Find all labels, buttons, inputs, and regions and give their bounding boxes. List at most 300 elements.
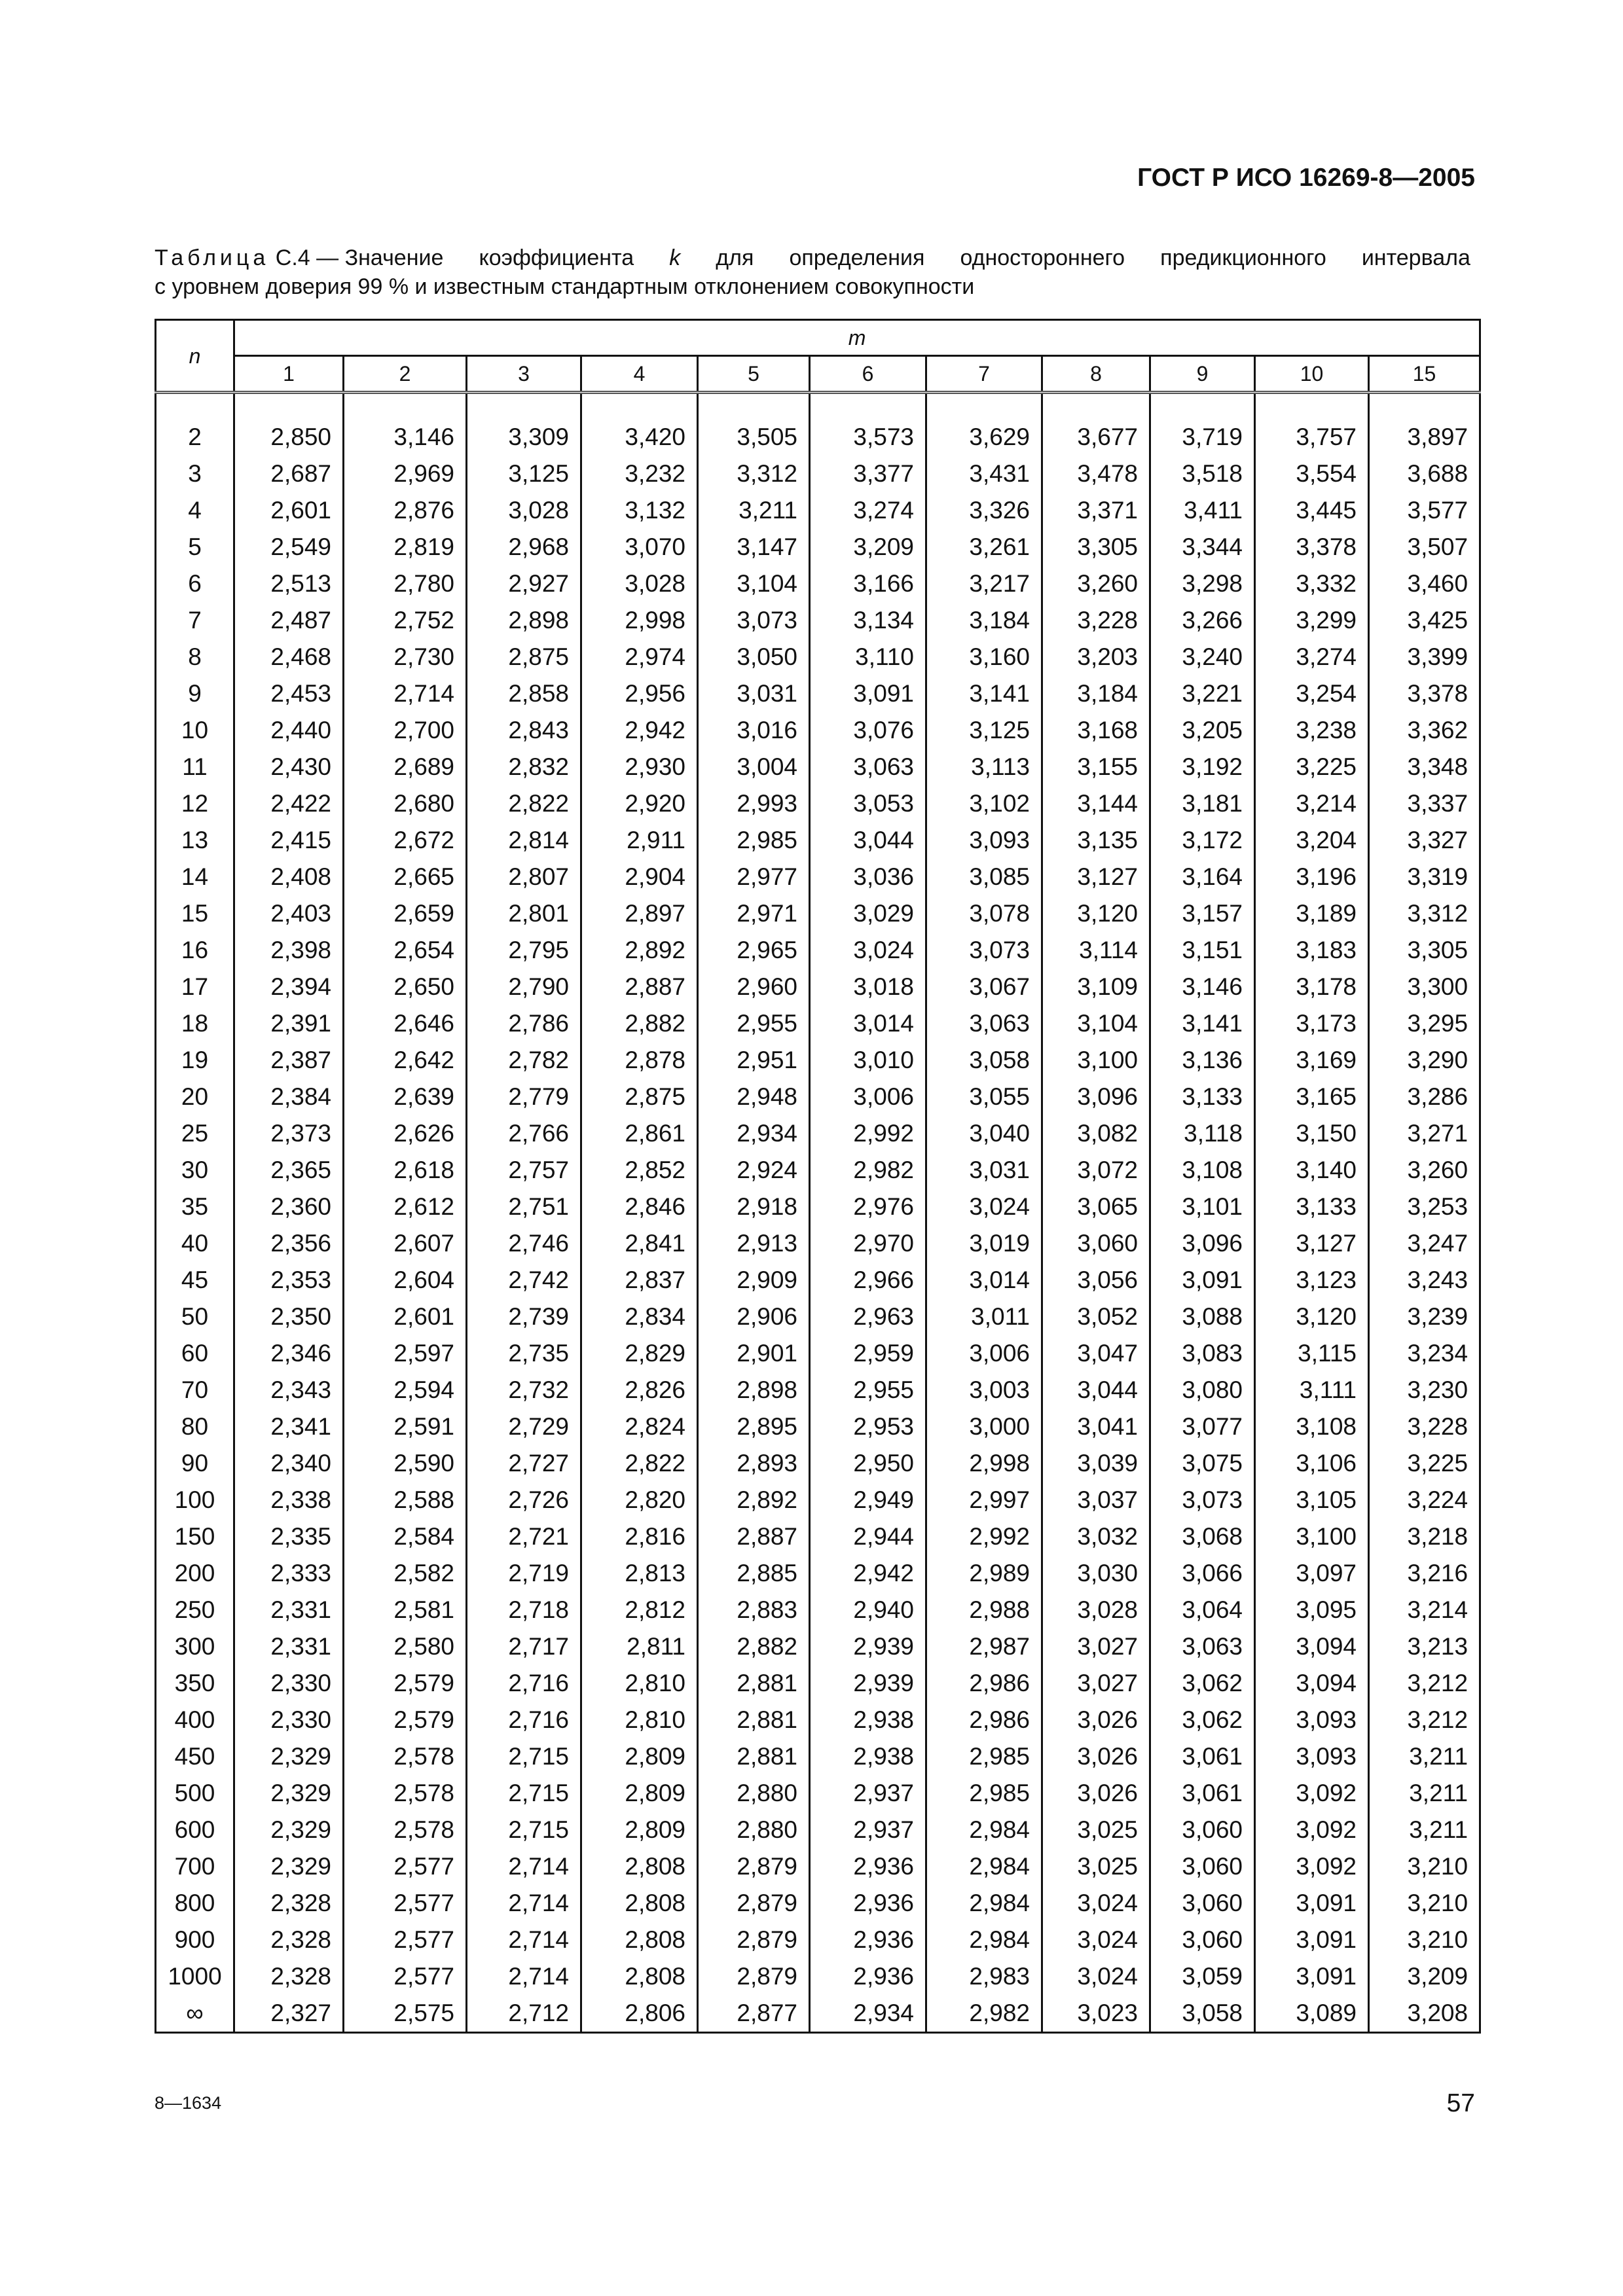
k-value-cell: 2,974 (581, 639, 698, 675)
k-value-cell: 2,549 (234, 529, 344, 565)
k-value-cell: 2,672 (344, 822, 467, 859)
caption-word-k: k (669, 245, 681, 270)
k-value-cell: 3,093 (926, 822, 1042, 859)
k-value-cell: 2,790 (467, 969, 581, 1005)
k-value-cell: 3,082 (1042, 1115, 1150, 1152)
k-value-cell: 3,319 (1369, 859, 1480, 895)
n-value-cell: 8 (156, 639, 234, 675)
k-value-cell: 2,742 (467, 1262, 581, 1299)
n-value-cell: 20 (156, 1079, 234, 1115)
k-value-cell: 3,109 (1042, 969, 1150, 1005)
k-value-cell: 3,080 (1150, 1372, 1255, 1408)
k-value-cell: 2,948 (698, 1079, 810, 1115)
k-value-cell: 2,578 (344, 1775, 467, 1812)
k-value-cell: 2,913 (698, 1225, 810, 1262)
k-value-cell: 2,779 (467, 1079, 581, 1115)
k-value-cell: 3,172 (1150, 822, 1255, 859)
n-column-header: n (156, 320, 234, 393)
k-value-cell: 3,118 (1150, 1115, 1255, 1152)
table-row (156, 1115, 1480, 1152)
k-value-cell: 3,371 (1042, 492, 1150, 529)
k-value-cell: 3,253 (1369, 1189, 1480, 1225)
k-value-cell: 3,425 (1369, 602, 1480, 639)
m-group-header: m (234, 320, 1480, 356)
k-value-cell: 3,058 (1150, 1995, 1255, 2033)
k-value-cell: 3,247 (1369, 1225, 1480, 1262)
k-value-cell: 2,604 (344, 1262, 467, 1299)
k-value-cell: 3,073 (698, 602, 810, 639)
k-value-cell: 2,939 (810, 1665, 926, 1702)
k-value-cell: 2,808 (581, 1848, 698, 1885)
k-value-cell: 2,715 (467, 1775, 581, 1812)
k-value-cell: 3,060 (1150, 1885, 1255, 1922)
k-value-cell: 3,125 (926, 712, 1042, 749)
k-value-cell: 2,430 (234, 749, 344, 785)
k-value-cell: 3,224 (1369, 1482, 1480, 1518)
table-row (156, 1152, 1480, 1189)
k-value-cell: 3,010 (810, 1042, 926, 1079)
k-value-cell: 3,298 (1150, 565, 1255, 602)
table-body (156, 393, 1480, 2033)
k-value-cell: 2,956 (581, 675, 698, 712)
n-value-cell: 10 (156, 712, 234, 749)
k-value-cell: 2,780 (344, 565, 467, 602)
k-value-cell: 2,918 (698, 1189, 810, 1225)
table-row (156, 895, 1480, 932)
k-value-cell: 3,420 (581, 419, 698, 456)
k-value-cell: 3,031 (926, 1152, 1042, 1189)
n-value-cell: 50 (156, 1299, 234, 1335)
k-value-cell: 3,077 (1150, 1408, 1255, 1445)
k-value-cell: 3,411 (1150, 492, 1255, 529)
k-value-cell: 2,579 (344, 1702, 467, 1738)
k-value-cell: 2,982 (926, 1995, 1042, 2033)
k-value-cell: 2,331 (234, 1592, 344, 1628)
k-value-cell: 2,936 (810, 1958, 926, 1995)
k-value-cell: 3,211 (1369, 1738, 1480, 1775)
k-value-cell: 2,806 (581, 1995, 698, 2033)
k-value-cell: 2,338 (234, 1482, 344, 1518)
m-column-header: 8 (1042, 356, 1150, 393)
n-value-cell: 13 (156, 822, 234, 859)
k-value-cell: 2,877 (698, 1995, 810, 2033)
k-value-cell: 3,210 (1369, 1922, 1480, 1958)
k-value-cell: 2,712 (467, 1995, 581, 2033)
k-value-cell: 2,875 (467, 639, 581, 675)
k-value-cell: 2,937 (810, 1775, 926, 1812)
k-value-cell: 3,344 (1150, 529, 1255, 565)
table-row (156, 1628, 1480, 1665)
k-value-cell: 2,601 (234, 492, 344, 529)
k-value-cell: 2,988 (926, 1592, 1042, 1628)
k-value-cell: 3,274 (810, 492, 926, 529)
k-value-cell: 3,232 (581, 456, 698, 492)
k-value-cell: 2,985 (926, 1738, 1042, 1775)
k-value-cell: 3,184 (926, 602, 1042, 639)
k-value-cell: 3,260 (1369, 1152, 1480, 1189)
table-row (156, 712, 1480, 749)
k-value-cell: 3,719 (1150, 419, 1255, 456)
k-value-cell: 2,808 (581, 1958, 698, 1995)
k-value-cell: 2,330 (234, 1702, 344, 1738)
k-value-cell: 3,050 (698, 639, 810, 675)
k-value-cell: 2,881 (698, 1738, 810, 1775)
table-row (156, 1885, 1480, 1922)
k-value-cell: 3,146 (1150, 969, 1255, 1005)
table-row (156, 1482, 1480, 1518)
n-value-cell: 800 (156, 1885, 234, 1922)
n-value-cell: 500 (156, 1775, 234, 1812)
k-value-cell: 2,955 (698, 1005, 810, 1042)
k-value-cell: 3,026 (1042, 1775, 1150, 1812)
k-value-cell: 3,216 (1369, 1555, 1480, 1592)
k-value-cell: 2,341 (234, 1408, 344, 1445)
k-value-cell: 3,018 (810, 969, 926, 1005)
table-row (156, 1922, 1480, 1958)
k-value-cell: 2,346 (234, 1335, 344, 1372)
k-value-cell: 2,575 (344, 1995, 467, 2033)
k-value-cell: 2,819 (344, 529, 467, 565)
k-value-cell: 3,023 (1042, 1995, 1150, 2033)
k-value-cell: 3,757 (1255, 419, 1369, 456)
k-value-cell: 2,985 (698, 822, 810, 859)
k-value-cell: 2,687 (234, 456, 344, 492)
k-value-cell: 3,141 (926, 675, 1042, 712)
k-value-cell: 3,006 (810, 1079, 926, 1115)
k-value-cell: 3,217 (926, 565, 1042, 602)
k-value-cell: 3,300 (1369, 969, 1480, 1005)
caption-word: определения (789, 245, 925, 270)
k-value-cell: 3,062 (1150, 1665, 1255, 1702)
k-value-cell: 3,091 (1255, 1958, 1369, 1995)
table-row (156, 1995, 1480, 2033)
k-value-cell: 3,445 (1255, 492, 1369, 529)
k-value-cell: 3,240 (1150, 639, 1255, 675)
k-value-cell: 3,052 (1042, 1299, 1150, 1335)
k-value-cell: 2,832 (467, 749, 581, 785)
k-value-cell: 2,879 (698, 1958, 810, 1995)
k-value-cell: 3,254 (1255, 675, 1369, 712)
k-value-cell: 3,221 (1150, 675, 1255, 712)
k-value-cell: 2,353 (234, 1262, 344, 1299)
k-value-cell: 3,181 (1150, 785, 1255, 822)
k-value-cell: 3,016 (698, 712, 810, 749)
k-value-cell: 2,732 (467, 1372, 581, 1408)
k-value-cell: 2,934 (698, 1115, 810, 1152)
k-value-cell: 3,091 (1150, 1262, 1255, 1299)
n-value-cell: 18 (156, 1005, 234, 1042)
k-value-cell: 3,274 (1255, 639, 1369, 675)
k-value-cell: 2,934 (810, 1995, 926, 2033)
table-row (156, 456, 1480, 492)
k-value-cell: 2,879 (698, 1922, 810, 1958)
k-value-cell: 3,554 (1255, 456, 1369, 492)
table-row (156, 1335, 1480, 1372)
k-value-cell: 3,378 (1369, 675, 1480, 712)
k-value-cell: 3,260 (1042, 565, 1150, 602)
k-value-cell: 2,607 (344, 1225, 467, 1262)
table-row (156, 1408, 1480, 1445)
k-value-cell: 3,094 (1255, 1628, 1369, 1665)
k-value-cell: 2,680 (344, 785, 467, 822)
k-value-cell: 3,135 (1042, 822, 1150, 859)
k-value-cell: 2,968 (467, 529, 581, 565)
k-value-cell: 2,880 (698, 1812, 810, 1848)
table-row (156, 1005, 1480, 1042)
k-value-cell: 2,810 (581, 1702, 698, 1738)
k-value-cell: 3,205 (1150, 712, 1255, 749)
k-value-cell: 2,901 (698, 1335, 810, 1372)
k-value-cell: 3,164 (1150, 859, 1255, 895)
k-value-cell: 3,011 (926, 1299, 1042, 1335)
k-value-cell: 3,073 (1150, 1482, 1255, 1518)
k-value-cell: 2,936 (810, 1848, 926, 1885)
k-value-cell: 3,203 (1042, 639, 1150, 675)
k-value-cell: 3,337 (1369, 785, 1480, 822)
k-value-cell: 2,822 (581, 1445, 698, 1482)
k-value-cell: 3,348 (1369, 749, 1480, 785)
k-value-cell: 3,104 (698, 565, 810, 602)
k-value-cell: 2,591 (344, 1408, 467, 1445)
k-value-cell: 3,211 (1369, 1812, 1480, 1848)
k-value-cell: 3,208 (1369, 1995, 1480, 2033)
k-value-cell: 2,577 (344, 1922, 467, 1958)
k-value-cell: 3,060 (1150, 1922, 1255, 1958)
k-value-cell: 3,044 (810, 822, 926, 859)
k-value-cell: 2,513 (234, 565, 344, 602)
k-value-cell: 3,064 (1150, 1592, 1255, 1628)
k-value-cell: 3,000 (926, 1408, 1042, 1445)
k-value-cell: 2,876 (344, 492, 467, 529)
n-value-cell: 5 (156, 529, 234, 565)
k-value-cell: 2,689 (344, 749, 467, 785)
k-value-cell: 3,089 (1255, 1995, 1369, 2033)
k-value-cell: 2,329 (234, 1812, 344, 1848)
k-value-cell: 2,766 (467, 1115, 581, 1152)
k-value-cell: 2,714 (467, 1958, 581, 1995)
table-row (156, 1958, 1480, 1995)
k-value-cell: 2,580 (344, 1628, 467, 1665)
k-value-cell: 2,911 (581, 822, 698, 859)
m-column-header: 4 (581, 356, 698, 393)
k-value-cell: 2,826 (581, 1372, 698, 1408)
table-row (156, 785, 1480, 822)
k-value-cell: 2,927 (467, 565, 581, 602)
k-value-cell: 3,024 (1042, 1958, 1150, 1995)
k-value-cell: 2,938 (810, 1738, 926, 1775)
n-value-cell: 2 (156, 419, 234, 456)
k-value-cell: 2,963 (810, 1299, 926, 1335)
k-value-cell: 3,120 (1042, 895, 1150, 932)
k-value-cell: 3,189 (1255, 895, 1369, 932)
k-value-cell: 3,047 (1042, 1335, 1150, 1372)
k-value-cell: 2,887 (698, 1518, 810, 1555)
n-value-cell: 600 (156, 1812, 234, 1848)
k-value-cell: 2,950 (810, 1445, 926, 1482)
k-value-cell: 2,984 (926, 1812, 1042, 1848)
k-value-cell: 2,944 (810, 1518, 926, 1555)
k-value-cell: 3,065 (1042, 1189, 1150, 1225)
k-value-cell: 3,305 (1369, 932, 1480, 969)
table-row (156, 822, 1480, 859)
k-value-cell: 3,076 (810, 712, 926, 749)
caption-word: предикционного (1160, 245, 1326, 270)
k-value-cell: 3,230 (1369, 1372, 1480, 1408)
k-value-cell: 2,808 (581, 1922, 698, 1958)
m-column-header: 3 (467, 356, 581, 393)
k-value-cell: 3,518 (1150, 456, 1255, 492)
k-value-cell: 3,101 (1150, 1189, 1255, 1225)
k-value-cell: 3,478 (1042, 456, 1150, 492)
k-value-cell: 2,735 (467, 1335, 581, 1372)
k-value-cell: 3,299 (1255, 602, 1369, 639)
k-value-cell: 2,440 (234, 712, 344, 749)
k-value-cell: 3,063 (810, 749, 926, 785)
k-value-cell: 2,715 (467, 1812, 581, 1848)
k-value-cell: 2,584 (344, 1518, 467, 1555)
k-value-cell: 3,115 (1255, 1335, 1369, 1372)
m-column-header: 7 (926, 356, 1042, 393)
n-value-cell: 1000 (156, 1958, 234, 1995)
n-value-cell: 80 (156, 1408, 234, 1445)
k-value-cell: 3,327 (1369, 822, 1480, 859)
n-value-cell: 3 (156, 456, 234, 492)
k-value-cell: 2,807 (467, 859, 581, 895)
k-value-cell: 2,639 (344, 1079, 467, 1115)
k-value-cell: 2,965 (698, 932, 810, 969)
k-value-cell: 2,987 (926, 1628, 1042, 1665)
k-value-cell: 2,330 (234, 1665, 344, 1702)
k-value-cell: 2,810 (581, 1665, 698, 1702)
caption-dash: — (316, 245, 339, 270)
k-value-cell: 2,328 (234, 1958, 344, 1995)
k-value-cell: 2,887 (581, 969, 698, 1005)
n-value-cell: 17 (156, 969, 234, 1005)
k-value-cell: 3,210 (1369, 1885, 1480, 1922)
k-value-cell: 2,577 (344, 1958, 467, 1995)
k-value-cell: 3,014 (810, 1005, 926, 1042)
k-value-cell: 2,665 (344, 859, 467, 895)
k-value-cell: 3,147 (698, 529, 810, 565)
k-value-cell: 3,073 (926, 932, 1042, 969)
k-value-cell: 2,997 (926, 1482, 1042, 1518)
k-value-cell: 2,594 (344, 1372, 467, 1408)
k-value-cell: 3,150 (1255, 1115, 1369, 1152)
k-value-cell: 3,212 (1369, 1665, 1480, 1702)
k-value-cell: 3,104 (1042, 1005, 1150, 1042)
k-value-cell: 3,078 (926, 895, 1042, 932)
m-column-header: 6 (810, 356, 926, 393)
k-value-cell: 3,218 (1369, 1518, 1480, 1555)
table-row (156, 565, 1480, 602)
k-value-cell: 2,577 (344, 1885, 467, 1922)
k-value-cell: 2,719 (467, 1555, 581, 1592)
table-row (156, 419, 1480, 456)
k-value-cell: 2,895 (698, 1408, 810, 1445)
k-value-cell: 2,577 (344, 1848, 467, 1885)
k-value-cell: 3,088 (1150, 1299, 1255, 1335)
k-value-cell: 2,892 (581, 932, 698, 969)
k-value-cell: 3,027 (1042, 1628, 1150, 1665)
table-row (156, 1775, 1480, 1812)
k-value-cell: 3,059 (1150, 1958, 1255, 1995)
k-value-cell: 3,505 (698, 419, 810, 456)
k-value-cell: 2,993 (698, 785, 810, 822)
k-value-cell: 3,055 (926, 1079, 1042, 1115)
m-column-header: 9 (1150, 356, 1255, 393)
k-value-cell: 3,041 (1042, 1408, 1150, 1445)
k-value-cell: 3,085 (926, 859, 1042, 895)
k-value-cell: 3,039 (1042, 1445, 1150, 1482)
k-value-cell: 2,824 (581, 1408, 698, 1445)
k-value-cell: 3,214 (1255, 785, 1369, 822)
table-row (156, 1262, 1480, 1299)
k-value-cell: 3,108 (1150, 1152, 1255, 1189)
k-value-cell: 3,091 (1255, 1885, 1369, 1922)
k-value-cell: 2,812 (581, 1592, 698, 1628)
n-value-cell: 900 (156, 1922, 234, 1958)
k-value-cell: 2,880 (698, 1775, 810, 1812)
n-value-cell: ∞ (156, 1995, 234, 2033)
k-value-cell: 3,238 (1255, 712, 1369, 749)
k-value-cell: 2,986 (926, 1665, 1042, 1702)
k-value-cell: 2,834 (581, 1299, 698, 1335)
k-value-cell: 2,331 (234, 1628, 344, 1665)
k-value-cell: 3,378 (1255, 529, 1369, 565)
k-value-cell: 3,399 (1369, 639, 1480, 675)
k-value-cell: 3,113 (926, 749, 1042, 785)
k-value-cell: 2,716 (467, 1665, 581, 1702)
k-value-cell: 2,659 (344, 895, 467, 932)
table-row (156, 1042, 1480, 1079)
k-value-cell: 3,184 (1042, 675, 1150, 712)
k-value-cell: 3,092 (1255, 1848, 1369, 1885)
k-value-cell: 3,431 (926, 456, 1042, 492)
k-value-cell: 3,028 (467, 492, 581, 529)
k-value-cell: 2,714 (344, 675, 467, 712)
k-value-cell: 3,125 (467, 456, 581, 492)
k-value-cell: 3,507 (1369, 529, 1480, 565)
table-row (156, 859, 1480, 895)
table-row (156, 1445, 1480, 1482)
k-value-cell: 2,714 (467, 1885, 581, 1922)
k-value-cell: 3,271 (1369, 1115, 1480, 1152)
caption-word: коэффициента (479, 245, 634, 270)
caption-label: Таблица (155, 245, 270, 270)
n-value-cell: 70 (156, 1372, 234, 1408)
k-value-cell: 3,093 (1255, 1738, 1369, 1775)
k-value-cell: 3,192 (1150, 749, 1255, 785)
k-value-cell: 2,601 (344, 1299, 467, 1335)
k-value-cell: 3,309 (467, 419, 581, 456)
k-value-cell: 2,328 (234, 1885, 344, 1922)
k-value-cell: 2,715 (467, 1738, 581, 1775)
k-value-cell: 2,998 (581, 602, 698, 639)
k-value-cell: 3,146 (344, 419, 467, 456)
k-value-cell: 2,384 (234, 1079, 344, 1115)
k-value-cell: 2,782 (467, 1042, 581, 1079)
caption-lead (155, 243, 443, 272)
k-value-cell: 3,056 (1042, 1262, 1150, 1299)
k-value-cell: 2,924 (698, 1152, 810, 1189)
table-row (156, 1372, 1480, 1408)
k-value-cell: 3,063 (926, 1005, 1042, 1042)
k-value-cell: 2,333 (234, 1555, 344, 1592)
n-value-cell: 700 (156, 1848, 234, 1885)
k-value-cell: 2,843 (467, 712, 581, 749)
k-value-cell: 3,178 (1255, 969, 1369, 1005)
k-value-cell: 2,879 (698, 1848, 810, 1885)
